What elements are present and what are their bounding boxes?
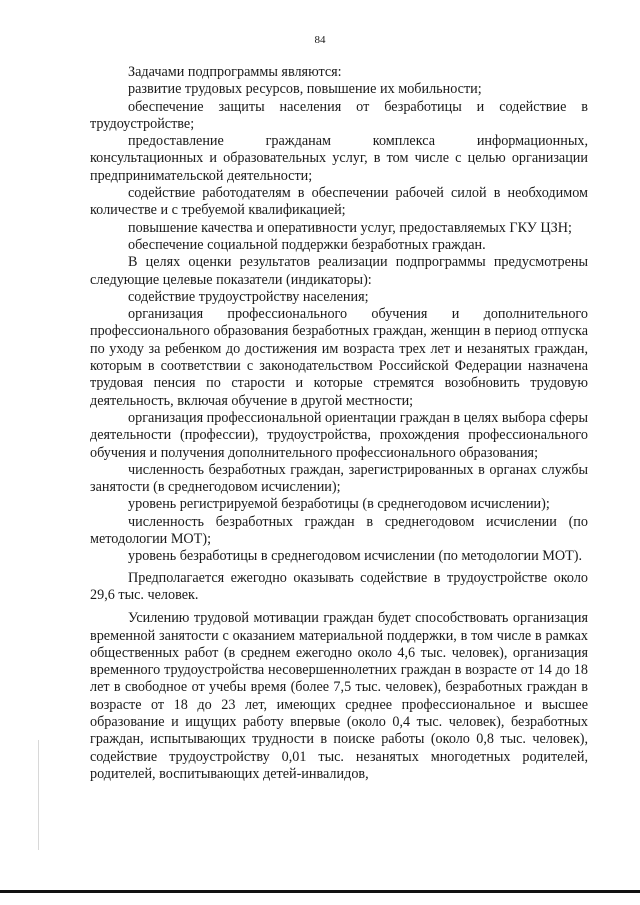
page-number: 84 [314,34,326,46]
paragraph-indicator-5: уровень регистрируемой безработицы (в среднегодовом исчислении); [128,496,550,513]
paragraph-indicator-3: организация профессиональной ориентации граждан в целях выбора сферы деятельности (профессии), трудоустройства, прохождения профессионального обучения и получения дополнительного профессионального образования; [90,409,588,461]
paragraph-task-1: развитие трудовых ресурсов, повышение их мобильности; [128,81,482,98]
paragraph-indicator-6: численность безработных граждан в среднегодовом исчислении (по методологии МОТ); [90,513,588,548]
paragraph-motivation: Усилению трудовой мотивации граждан будет способствовать организация временной занятости с оказанием материальной поддержки, в том числе в рамках общественных работ (в среднем ежегодно около 4,6 тыс. человек), организация временного трудоустройства несовершеннолетних граждан в возрасте от 14 до 18 лет в свободное от учебы время (более 7,5 тыс. человек), безработных граждан в возрасте от 18 до 23 лет, имеющих среднее профессиональное и высшее образование и ищущих работу впервые (около 0,4 тыс. человек), безработных граждан, испытывающих трудности в поиске работы (около 0,8 тыс. человек), содействие трудоустройству 0,01 тыс. незанятых многодетных родителей, родителей, воспитывающих детей-инвалидов, [90,610,588,782]
paragraph-task-4: содействие работодателям в обеспечении рабочей силой в необходимом количестве и с требуемой квалификацией; [90,185,588,219]
paragraph-indicator-2: организация профессионального обучения и дополнительного профессионального образования безработных граждан, женщин в период отпуска по уходу за ребенком до достижения им возраста трех лет и незанятых граждан, которым в соответствии с законодательством Российской Федерации назначена трудовая пенсия по старости и которые стремятся возобновить трудовую деятельность, включая обучение в другой местности; [90,306,588,409]
paragraph-indicator-7: уровень безработицы в среднегодовом исчислении (по методологии МОТ). [128,548,583,565]
paragraph-indicator-1: содействие трудоустройству населения; [128,288,369,305]
paragraph-tasks-intro: Задачами подпрограммы являются: [128,64,342,80]
paragraph-task-6: обеспечение социальной поддержки безработных граждан. [128,236,486,253]
paragraph-indicators-intro: В целях оценки результатов реализации подпрограммы предусмотрены следующие целевые показатели (индикаторы): [90,254,588,288]
bottom-border-line [0,890,640,893]
paragraph-task-2: обеспечение защиты населения от безработицы и содействие в трудоустройстве; [90,98,588,132]
paragraph-task-3: предоставление гражданам комплекса информационных, консультационных и образовательных услуг, в том числе с целью организации предпринимательской деятельности; [90,133,588,184]
scan-margin-mark [38,740,39,850]
paragraph-employment-forecast: Предполагается ежегодно оказывать содействие в трудоустройстве около 29,6 тыс. человек. [90,569,588,603]
paragraph-indicator-4: численность безработных граждан, зарегистрированных в органах службы занятости (в среднегодовом исчислении); [90,461,588,496]
document-body [90,64,588,783]
paragraph-task-5: повышение качества и оперативности услуг, предоставляемых ГКУ ЦЗН; [128,219,572,236]
